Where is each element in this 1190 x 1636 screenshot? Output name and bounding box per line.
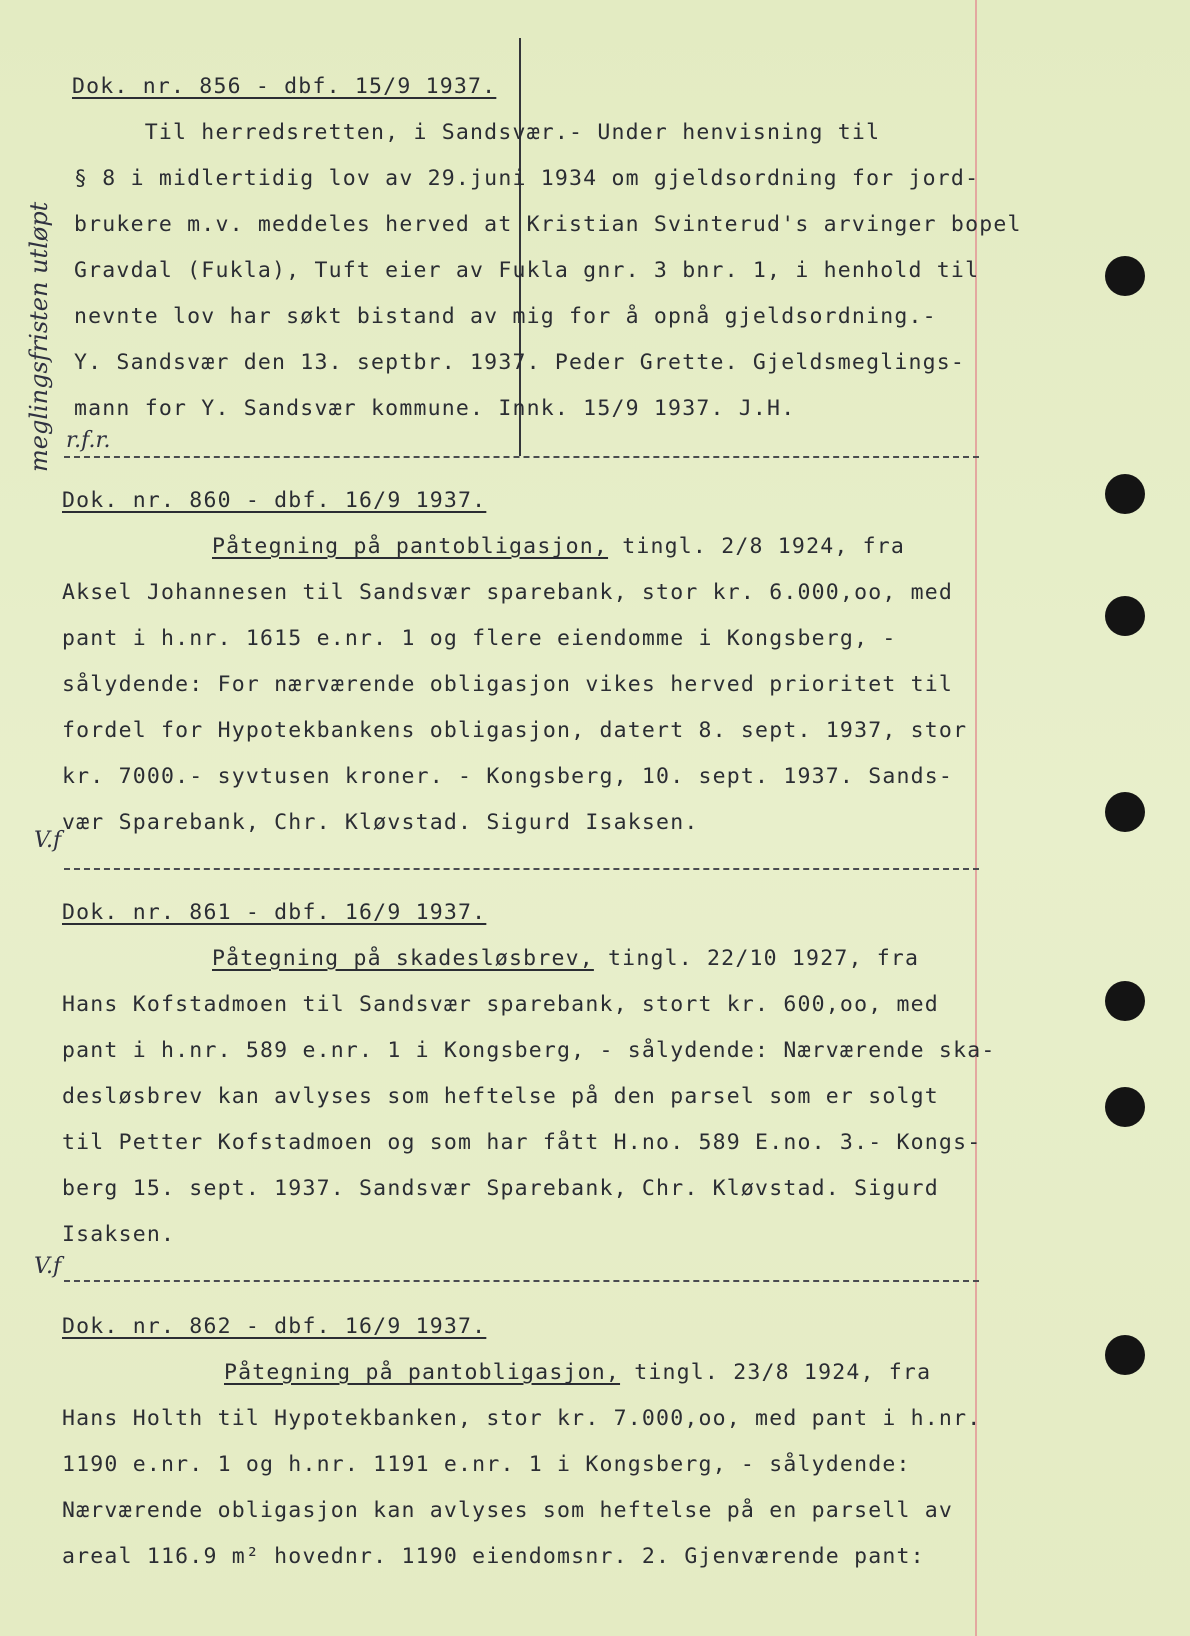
dashed-separator: [64, 1280, 979, 1282]
doc-862-line: 1190 e.nr. 1 og h.nr. 1191 e.nr. 1 i Kongsberg, - sålydende:: [62, 1452, 911, 1477]
doc-860-line: kr. 7000.- syvtusen kroner. - Kongsberg, 10. sept. 1937. Sands-: [62, 764, 954, 789]
punch-hole: [1105, 1087, 1145, 1127]
margin-annotation: meglingsfristen utløpt: [25, 201, 53, 472]
doc-860-line: Aksel Johannesen til Sandsvær sparebank, stor kr. 6.000,oo, med: [62, 580, 954, 605]
doc-862-title-rest: tingl. 23/8 1924, fra: [620, 1360, 932, 1385]
punch-hole: [1105, 256, 1145, 296]
doc-861-heading: Dok. nr. 861 - dbf. 16/9 1937.: [62, 900, 487, 925]
doc-861-line: pant i h.nr. 589 e.nr. 1 i Kongsberg, - sålydende: Nærværende ska-: [62, 1038, 996, 1063]
punch-hole: [1105, 474, 1145, 514]
doc-856-line: § 8 i midlertidig lov av 29.juni 1934 om gjeldsordning for jord-: [74, 166, 980, 191]
doc-861-line: til Petter Kofstadmoen og som har fått H.no. 589 E.no. 3.- Kongs-: [62, 1130, 982, 1155]
doc-860-line: fordel for Hypotekbankens obligasjon, datert 8. sept. 1937, stor: [62, 718, 968, 743]
doc-856-line: Gravdal (Fukla), Tuft eier av Fukla gnr. 3 bnr. 1, i henhold til: [74, 258, 980, 283]
dashed-separator: [64, 868, 979, 870]
doc-861-line: desløsbrev kan avlyses som heftelse på den parsel som er solgt: [62, 1084, 939, 1109]
doc-861-line: Hans Kofstadmoen til Sandsvær sparebank, stort kr. 600,oo, med: [62, 992, 939, 1017]
doc-860-line: sålydende: For nærværende obligasjon vikes herved prioritet til: [62, 672, 954, 697]
doc-856-heading: Dok. nr. 856 - dbf. 15/9 1937.: [72, 74, 497, 99]
punch-hole: [1105, 981, 1145, 1021]
doc-861-title-line: [212, 946, 919, 971]
handwritten-initials: r.f.r.: [66, 428, 111, 453]
red-margin-line: [975, 0, 977, 1636]
doc-862-title-line: [224, 1360, 931, 1385]
doc-861-line: berg 15. sept. 1937. Sandsvær Sparebank, Chr. Kløvstad. Sigurd: [62, 1176, 939, 1201]
doc-856-line: Y. Sandsvær den 13. septbr. 1937. Peder Grette. Gjeldsmeglings-: [74, 350, 966, 375]
doc-861-title: Påtegning på skadesløsbrev,: [212, 946, 594, 971]
doc-862-line: Nærværende obligasjon kan avlyses som heftelse på en parsell av: [62, 1498, 954, 1523]
doc-860-line: pant i h.nr. 1615 e.nr. 1 og flere eiendomme i Kongsberg, -: [62, 626, 897, 651]
punch-hole: [1105, 596, 1145, 636]
doc-862-title: Påtegning på pantobligasjon,: [224, 1360, 621, 1385]
doc-856-line: nevnte lov har søkt bistand av mig for å opnå gjeldsordning.-: [74, 304, 937, 329]
handwritten-initials: V.f: [34, 828, 62, 853]
doc-862-line: Hans Holth til Hypotekbanken, stor kr. 7.000,oo, med pant i h.nr.: [62, 1406, 982, 1431]
doc-860-line: vær Sparebank, Chr. Kløvstad. Sigurd Isaksen.: [62, 810, 699, 835]
doc-862-line: areal 116.9 m² hovednr. 1190 eiendomsnr. 2. Gjenværende pant:: [62, 1544, 925, 1569]
doc-860-heading: Dok. nr. 860 - dbf. 16/9 1937.: [62, 488, 487, 513]
doc-860-title-line: [212, 534, 905, 559]
doc-860-title: Påtegning på pantobligasjon,: [212, 534, 609, 559]
punch-hole: [1105, 792, 1145, 832]
dashed-separator: [64, 456, 979, 458]
doc-861-title-rest: tingl. 22/10 1927, fra: [593, 946, 920, 971]
doc-860-title-rest: tingl. 2/8 1924, fra: [608, 534, 906, 559]
doc-862-heading: Dok. nr. 862 - dbf. 16/9 1937.: [62, 1314, 487, 1339]
doc-856-line: brukere m.v. meddeles herved at Kristian Svinterud's arvinger bopel: [74, 212, 1022, 237]
punch-hole: [1105, 1335, 1145, 1375]
doc-856-line: Til herredsretten, i Sandsvær.- Under henvisning til: [74, 120, 881, 145]
doc-856-line: mann for Y. Sandsvær kommune. Innk. 15/9 1937. J.H.: [74, 396, 796, 421]
column-divider-line: [519, 38, 521, 456]
handwritten-initials: V.f: [34, 1254, 62, 1279]
doc-861-line: Isaksen.: [62, 1222, 176, 1247]
